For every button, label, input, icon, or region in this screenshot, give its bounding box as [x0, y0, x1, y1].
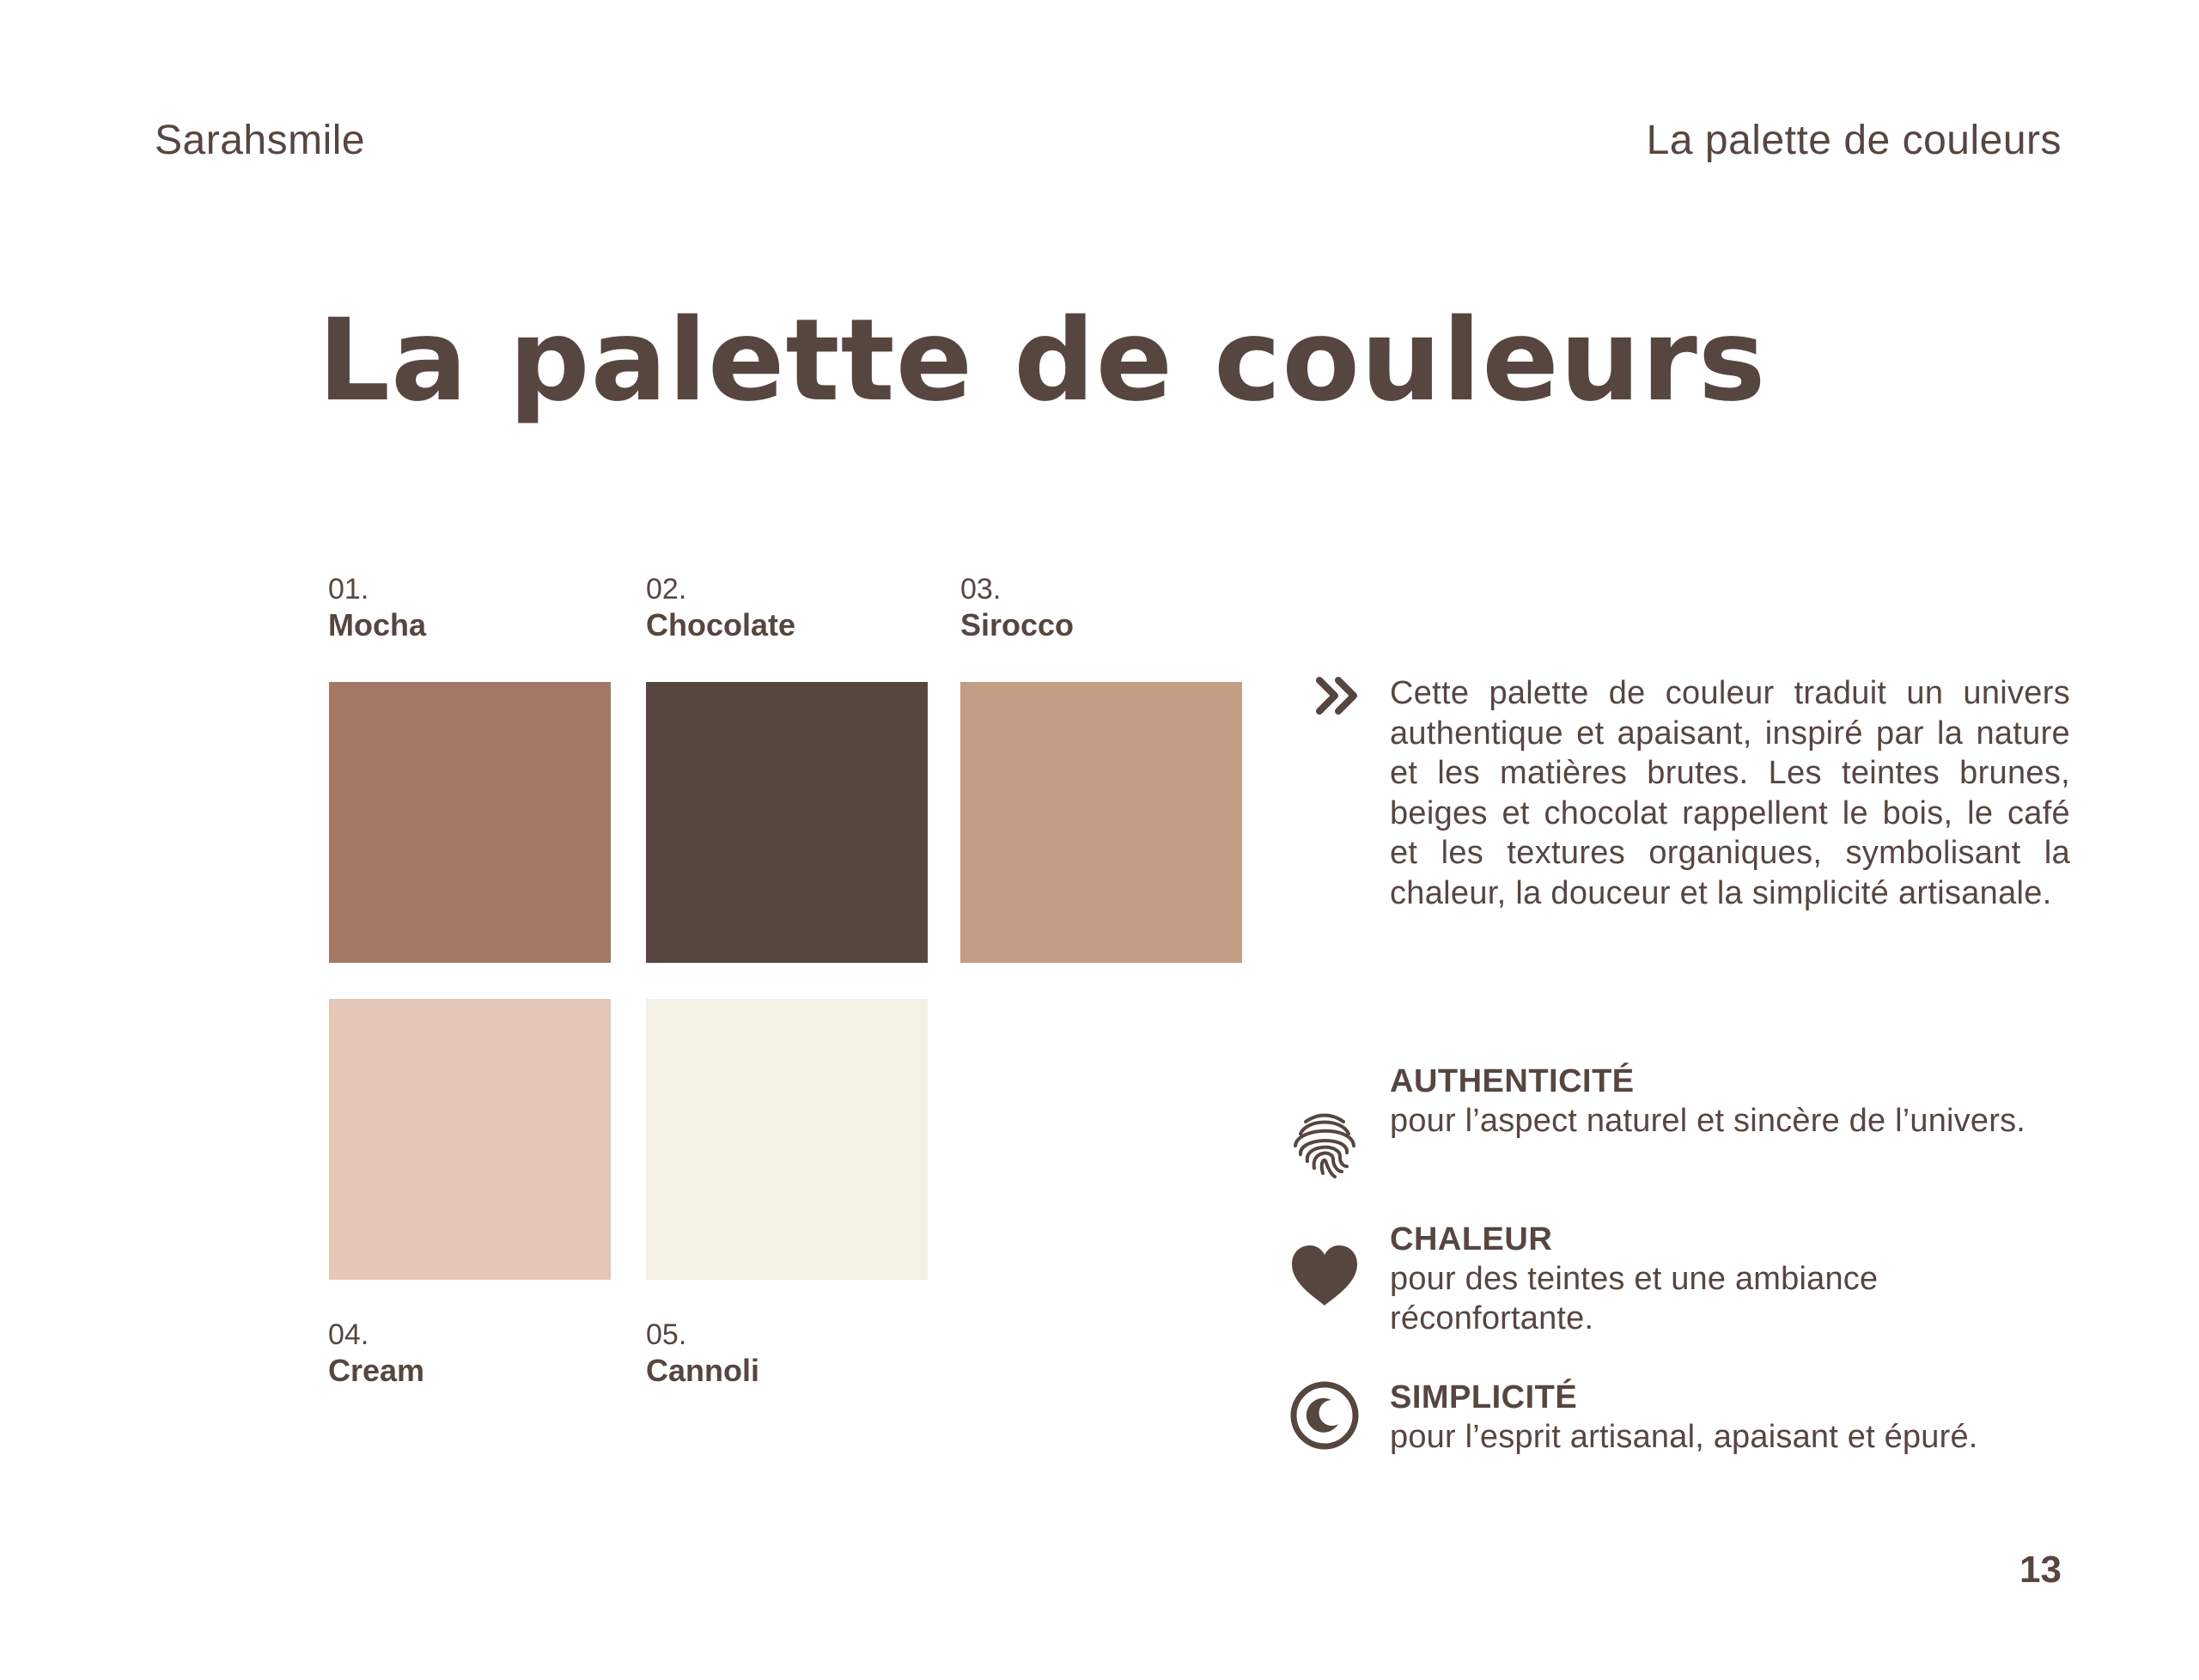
- value-desc-simplicite: pour l’esprit artisanal, apaisant et épuré.: [1390, 1419, 1978, 1455]
- swatch-number: 05.: [646, 1318, 687, 1351]
- swatch-name: Cream: [328, 1353, 425, 1388]
- value-title-authenticite: AUTHENTICITÉ: [1390, 1063, 1635, 1099]
- swatch-cannoli: [646, 999, 928, 1280]
- swatch-number: 01.: [328, 573, 369, 606]
- section-title: La palette de couleurs: [1646, 118, 2062, 163]
- swatch-label-sirocco: [960, 571, 1244, 643]
- swatch-sirocco: [960, 682, 1242, 963]
- swatch-name: Sirocco: [960, 607, 1075, 642]
- swatch-mocha: [329, 682, 611, 963]
- heart-icon: [1288, 1240, 1361, 1312]
- swatch-name: Cannoli: [646, 1353, 759, 1388]
- page-number: 13: [2019, 1549, 2062, 1591]
- swatch-name: Chocolate: [646, 607, 796, 642]
- swatch-name: Mocha: [328, 607, 427, 642]
- swatch-cream: [329, 999, 611, 1280]
- value-desc-chaleur: pour des teintes et une ambiance réconfortante.: [1390, 1261, 1879, 1336]
- palette-description: Cette palette de couleur traduit un univers authentique et apaisant, inspiré par la nature et les matières brutes. Les teintes brunes, beiges et chocolat rappellent le bois, le café et les textures organiques, symbolisant la chaleur, la douceur et la simplicité artisanale.: [1390, 675, 2070, 911]
- swatch-number: 03.: [960, 573, 1002, 606]
- value-desc-authenticite: pour l’aspect naturel et sincère de l’univers.: [1390, 1103, 2026, 1139]
- swatch-label-chocolate: [646, 571, 929, 643]
- swatch-label-cannoli: [646, 1317, 929, 1389]
- brand-name: Sarahsmile: [155, 118, 366, 163]
- swatch-number: 04.: [328, 1318, 369, 1351]
- swatch-label-cream: [328, 1317, 612, 1389]
- swatch-chocolate: [646, 682, 928, 963]
- moon-circle-icon: [1288, 1379, 1361, 1452]
- fingerprint-icon: [1288, 1108, 1361, 1180]
- page-title: La palette de couleurs: [318, 295, 1767, 427]
- swatch-number: 02.: [646, 573, 687, 606]
- double-chevron-right-icon: [1314, 675, 1362, 716]
- value-title-chaleur: CHALEUR: [1390, 1221, 1553, 1257]
- swatch-label-mocha: [328, 571, 612, 643]
- value-title-simplicite: SIMPLICITÉ: [1390, 1379, 1578, 1415]
